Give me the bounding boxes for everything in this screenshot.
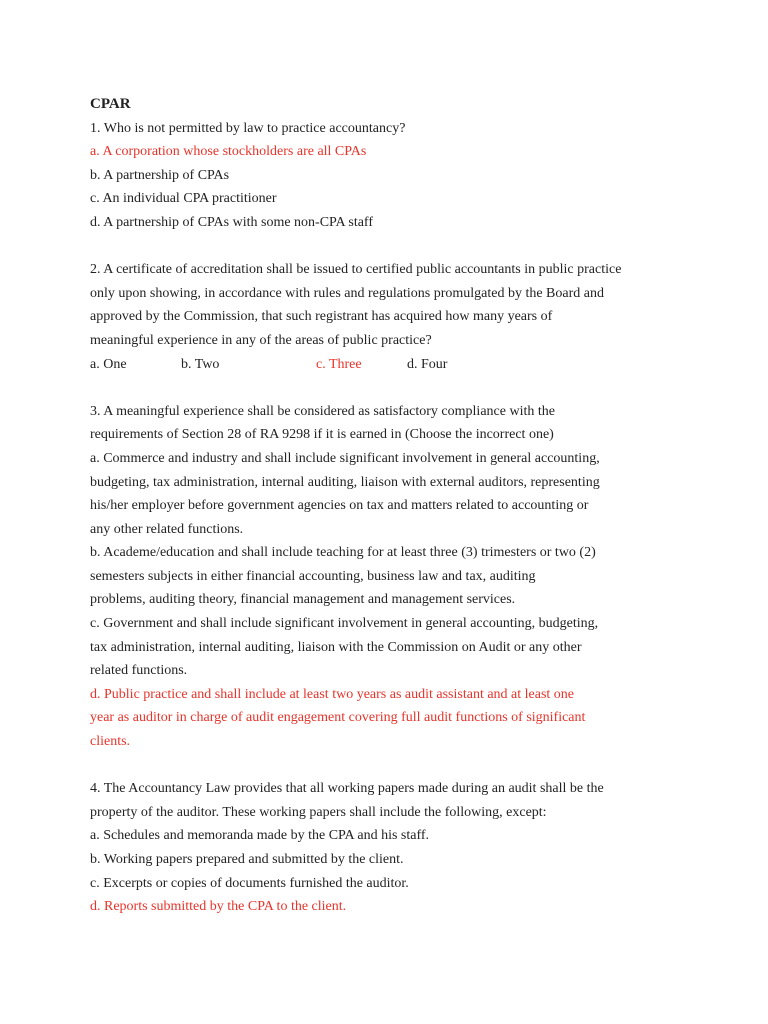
question-2-option-d: d. Four <box>407 356 448 372</box>
question-1-text: 1. Who is not permitted by law to practice accountancy? <box>90 120 406 136</box>
question-1-option-b: b. A partnership of CPAs <box>90 167 230 183</box>
question-3-option-d-line: year as auditor in charge of audit engagement covering full audit functions of significant <box>90 710 586 726</box>
question-3-option-c-line: c. Government and shall include significant involvement in general accounting, budgeting, <box>90 616 599 632</box>
question-4-text-line: property of the auditor. These working papers shall include the following, except: <box>90 804 547 820</box>
question-4-option-b: b. Working papers prepared and submitted by the client. <box>90 852 404 867</box>
question-2-option-a: a. One <box>90 356 127 372</box>
spacer <box>90 754 730 778</box>
question-2-options <box>90 353 730 377</box>
question-3-text-line: requirements of Section 28 of RA 9298 if it is earned in (Choose the incorrect one) <box>90 427 554 443</box>
question-3-option-a-line: any other related functions. <box>90 521 244 537</box>
question-2-text-line: 2. A certificate of accreditation shall be issued to certified public accountants in public practice <box>90 262 622 278</box>
question-3-option-b-line: semesters subjects in either financial accounting, business law and tax, auditing <box>90 568 536 584</box>
question-3-option-a-line: his/her employer before government agencies on tax and matters related to accounting or <box>90 498 589 514</box>
question-3-option-b-line: problems, auditing theory, financial management and management services. <box>90 592 516 608</box>
document-title: CPAR <box>90 96 131 112</box>
question-1-option-d: d. A partnership of CPAs with some non-CPA staff <box>90 214 374 230</box>
question-4-option-d: d. Reports submitted by the CPA to the client. <box>90 899 347 915</box>
question-1 <box>90 117 730 235</box>
question-3-text-line: 3. A meaningful experience shall be considered as satisfactory compliance with the <box>90 403 555 419</box>
question-3-option-a-line: a. Commerce and industry and shall include significant involvement in general accounting, <box>90 450 600 466</box>
question-3-option-d-line: d. Public practice and shall include at least two years as audit assistant and at least one <box>90 686 575 702</box>
question-3-option-c-line: tax administration, internal auditing, liaison with the Commission on Audit or any other <box>90 639 582 655</box>
question-3-option-a-line: budgeting, tax administration, internal auditing, liaison with external auditors, representing <box>90 474 600 490</box>
question-4-text-line: 4. The Accountancy Law provides that all working papers made during an audit shall be the <box>90 781 604 797</box>
question-3-option-b-line: b. Academe/education and shall include teaching for at least three (3) trimesters or two (2) <box>90 545 596 561</box>
question-4-option-a: a. Schedules and memoranda made by the CPA and his staff. <box>90 828 430 844</box>
question-2-text-line: meaningful experience in any of the areas of public practice? <box>90 332 432 348</box>
question-2-option-b: b. Two <box>181 356 220 372</box>
question-4-option-c: c. Excerpts or copies of documents furnished the auditor. <box>90 875 409 891</box>
question-2-option-c: c. Three <box>316 356 362 372</box>
question-3 <box>90 400 730 754</box>
question-3-option-c-line: related functions. <box>90 663 188 679</box>
question-1-option-a: a. A corporation whose stockholders are all CPAs <box>90 144 367 160</box>
question-2-text-line: approved by the Commission, that such registrant has acquired how many years of <box>90 309 553 325</box>
question-4 <box>90 777 730 919</box>
spacer <box>90 235 730 259</box>
spacer <box>90 376 730 400</box>
question-3-option-d-line: clients. <box>90 734 131 750</box>
question-1-option-c: c. An individual CPA practitioner <box>90 191 277 207</box>
question-2-text-line: only upon showing, in accordance with rules and regulations promulgated by the Board and <box>90 285 604 301</box>
question-2 <box>90 258 730 376</box>
document-content <box>90 93 730 919</box>
